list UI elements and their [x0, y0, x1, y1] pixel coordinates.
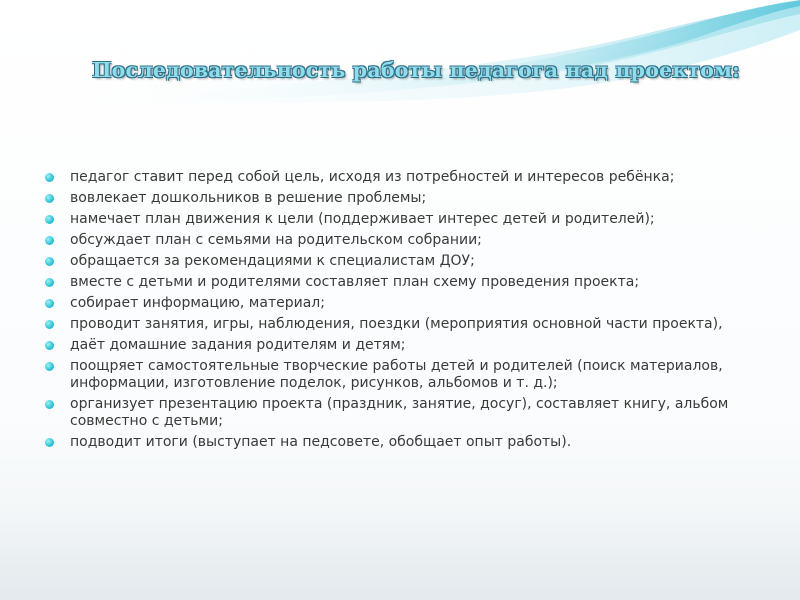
list-item-text: организует презентацию проекта (праздник, занятие, досуг), составляет книгу, альбом совместно с детьми; [70, 396, 729, 429]
slide-title: Последовательность работы педагога над проектом: [92, 58, 740, 82]
list-item-text: подводит итоги (выступает на педсовете, обобщает опыт работы). [70, 434, 572, 450]
bullet-dot-icon [45, 320, 54, 329]
list-item [40, 316, 740, 333]
list-item-text: собирает информацию, материал; [70, 295, 325, 311]
bottom-shade [0, 510, 800, 600]
list-item-text: даёт домашние задания родителям и детям; [70, 337, 406, 353]
list-item [40, 190, 740, 207]
list-item-text: обсуждает план с семьями на родительском собрании; [70, 232, 482, 248]
list-item [40, 169, 740, 186]
list-item [40, 358, 740, 392]
bullet-dot-icon [45, 257, 54, 266]
list-item-text: вместе с детьми и родителями составляет план схему проведения проекта; [70, 274, 640, 290]
list-item [40, 337, 740, 354]
bullet-dot-icon [45, 236, 54, 245]
list-item [40, 434, 740, 451]
bullet-list [40, 169, 740, 451]
bullet-dot-icon [45, 215, 54, 224]
bullet-dot-icon [45, 438, 54, 447]
bullet-dot-icon [45, 362, 54, 371]
bullet-dot-icon [45, 278, 54, 287]
slide-content [40, 169, 740, 455]
list-item-text: проводит занятия, игры, наблюдения, поездки (мероприятия основной части проекта), [70, 316, 723, 332]
bullet-dot-icon [45, 400, 54, 409]
list-item-text: вовлекает дошкольников в решение проблемы; [70, 190, 427, 206]
list-item-text: обращается за рекомендациями к специалистам ДОУ; [70, 253, 475, 269]
list-item-text: педагог ставит перед собой цель, исходя из потребностей и интересов ребёнка; [70, 169, 675, 185]
bullet-dot-icon [45, 194, 54, 203]
list-item [40, 232, 740, 249]
list-item-text: поощряет самостоятельные творческие работы детей и родителей (поиск материалов, информации, изготовление поделок, рисунков, альбомов и т. д.); [70, 358, 723, 391]
list-item [40, 274, 740, 291]
list-item [40, 253, 740, 270]
list-item [40, 396, 740, 430]
list-item [40, 295, 740, 312]
bullet-dot-icon [45, 341, 54, 350]
bullet-dot-icon [45, 173, 54, 182]
list-item-text: намечает план движения к цели (поддерживает интерес детей и родителей); [70, 211, 655, 227]
bullet-dot-icon [45, 299, 54, 308]
list-item [40, 211, 740, 228]
